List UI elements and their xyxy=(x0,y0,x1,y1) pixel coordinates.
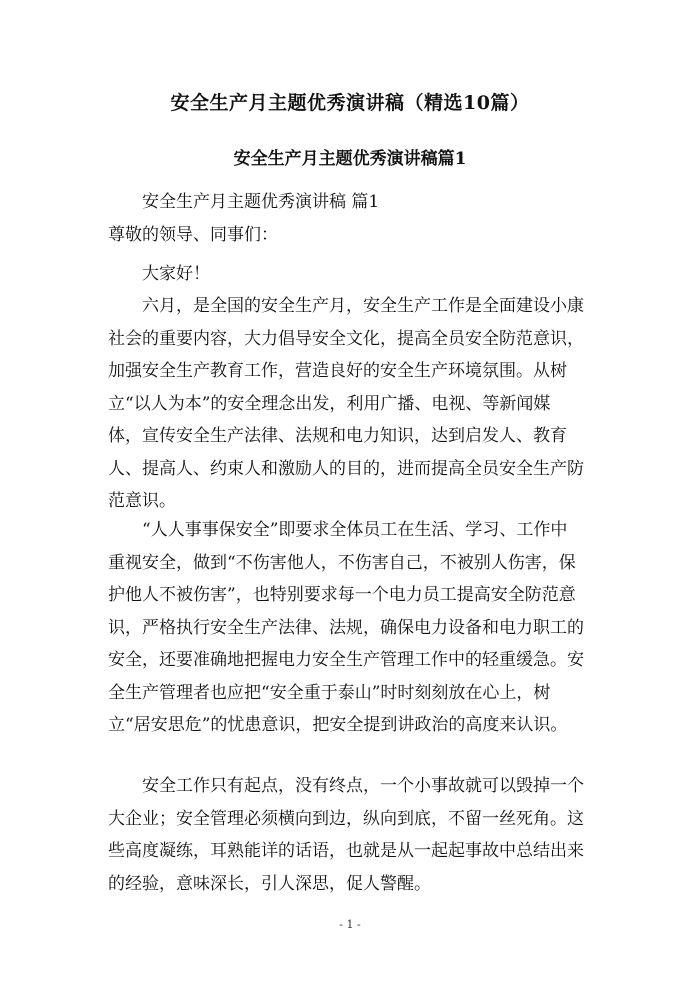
paragraph: 六月，是全国的安全生产月，安全生产工作是全面建设小康社会的重要内容，大力倡导安全文化，提高全员安全防范意识，加强安全生产教育工作，营造良好的安全生产环境氛围。从树立“以人为本”的安全理念出发，利用广播、电视、等新闻媒体，宣传安全生产法律、法规和电力知识，达到启发人、教育人、提高人、约束人和激励人的目的，进而提高全员安全生产防范意识。 xyxy=(108,296,584,511)
greeting: 大家好！ xyxy=(142,264,210,284)
page-number: - 1 - xyxy=(339,918,361,931)
document-title: 安全生产月主题优秀演讲稿（精选10篇） xyxy=(170,92,530,114)
section-title: 安全生产月主题优秀演讲稿篇1 xyxy=(233,149,467,169)
paragraph: “人人事事保安全”即要求全体员工在生活、学习、工作中重视安全，做到“不伤害他人，不伤害自己，不被别人伤害，保护他人不被伤害”，也特别要求每一个电力员工提高安全防范意识，严格执行安全生产法律、法规，确保电力设备和电力职工的安全，还要准确地把握电力安全生产管理工作中的轻重缓急。安全生产管理者也应把“安全重于泰山”时时刻刻放在心上，树立“居安思危”的忧患意识，把安全提到讲政治的高度来认识。 xyxy=(108,520,584,735)
salutation: 尊敬的领导、同事们： xyxy=(108,225,278,245)
paragraph: 安全工作只有起点，没有终点，一个小事故就可以毁掉一个大企业；安全管理必须横向到边，纵向到底，不留一丝死角。这些高度凝练，耳熟能详的话语，也就是从一起起事故中总结出来的经验，意味深长，引人深思，促人警醒。 xyxy=(108,776,584,894)
section-subtitle: 安全生产月主题优秀演讲稿 篇1 xyxy=(142,192,380,212)
